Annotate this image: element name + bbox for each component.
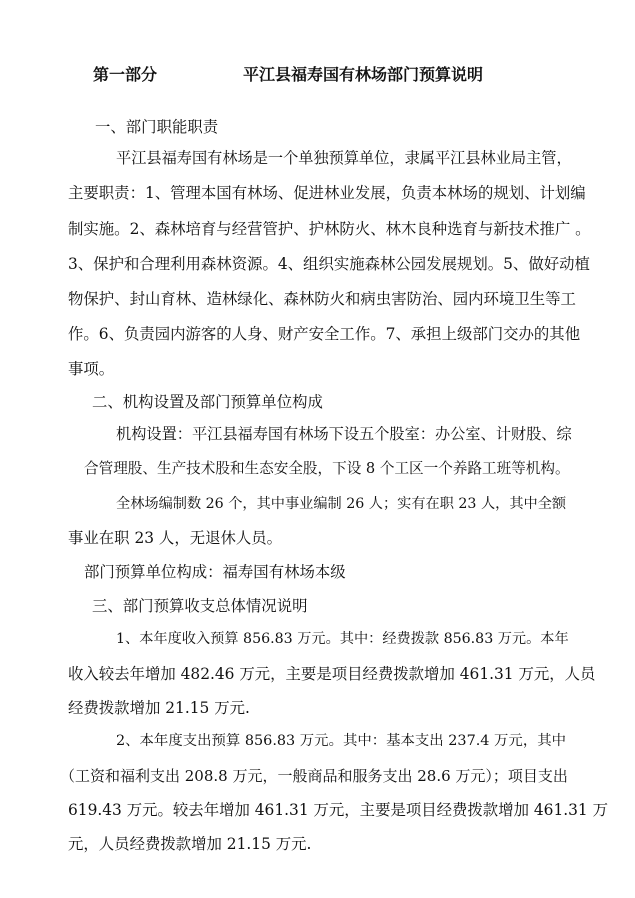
paragraph-line: 机构设置：平江县福寿国有林场下设五个股室：办公室、计财股、综 — [116, 425, 572, 443]
paragraph-line: 619.43 万元。较去年增加 461.31 万元，主要是项目经费拨款增加 461.31 万 — [68, 801, 609, 819]
paragraph-line: 制实施。2、森林培育与经营管护、护林防火、林木良种选育与新技术推广 。 — [68, 220, 591, 238]
section-heading-budget: 三、部门预算收支总体情况说明 — [92, 597, 308, 615]
paragraph-line: 事业在职 23 人，无退休人员。 — [68, 529, 283, 547]
paragraph-line: 平江县福寿国有林场是一个单独预算单位，隶属平江县林业局主管， — [116, 149, 572, 167]
paragraph-line: 2、本年度支出预算 856.83 万元。其中：基本支出 237.4 万元，其中 — [116, 733, 566, 749]
paragraph-line: 物保护、封山育林、造林绿化、森林防火和病虫害防治、园内环境卫生等工 — [68, 290, 576, 308]
paragraph-line: 部门预算单位构成：福寿国有林场本级 — [84, 563, 346, 581]
paragraph-line: （工资和福利支出 208.8 万元，一般商品和服务支出 28.6 万元）；项目支出 — [60, 767, 568, 785]
main-title: 平江县福寿国有林场部门预算说明 — [243, 65, 484, 84]
paragraph-line: 3、保护和合理利用森林资源。4、组织实施森林公园发展规划。5、做好动植 — [68, 255, 590, 273]
paragraph-line: 经费拨款增加 21.15 万元. — [68, 699, 250, 717]
paragraph-line: 事项。 — [68, 360, 115, 378]
section-heading-structure: 二、机构设置及部门预算单位构成 — [92, 393, 323, 411]
paragraph-line: 1、本年度收入预算 856.83 万元。其中：经费拨款 856.83 万元。本年 — [116, 631, 569, 647]
part-label: 第一部分 — [93, 65, 158, 84]
paragraph-line: 合管理股、生产技术股和生态安全股，下设 8 个工区一个养路工班等机构。 — [84, 460, 570, 477]
paragraph-line: 全林场编制数 26 个，其中事业编制 26 人；实有在职 23 人，其中全额 — [116, 496, 567, 512]
paragraph-line: 作。6、负责园内游客的人身、财产安全工作。7、承担上级部门交办的其他 — [68, 325, 581, 343]
section-heading-duties: 一、部门职能职责 — [95, 118, 219, 136]
paragraph-line: 主要职责：1、管理本国有林场、促进林业发展，负责本林场的规划、计划编 — [68, 184, 586, 202]
paragraph-line: 收入较去年增加 482.46 万元，主要是项目经费拨款增加 461.31 万元，人员 — [68, 665, 596, 683]
paragraph-line: 元，人员经费拨款增加 21.15 万元. — [68, 835, 312, 853]
